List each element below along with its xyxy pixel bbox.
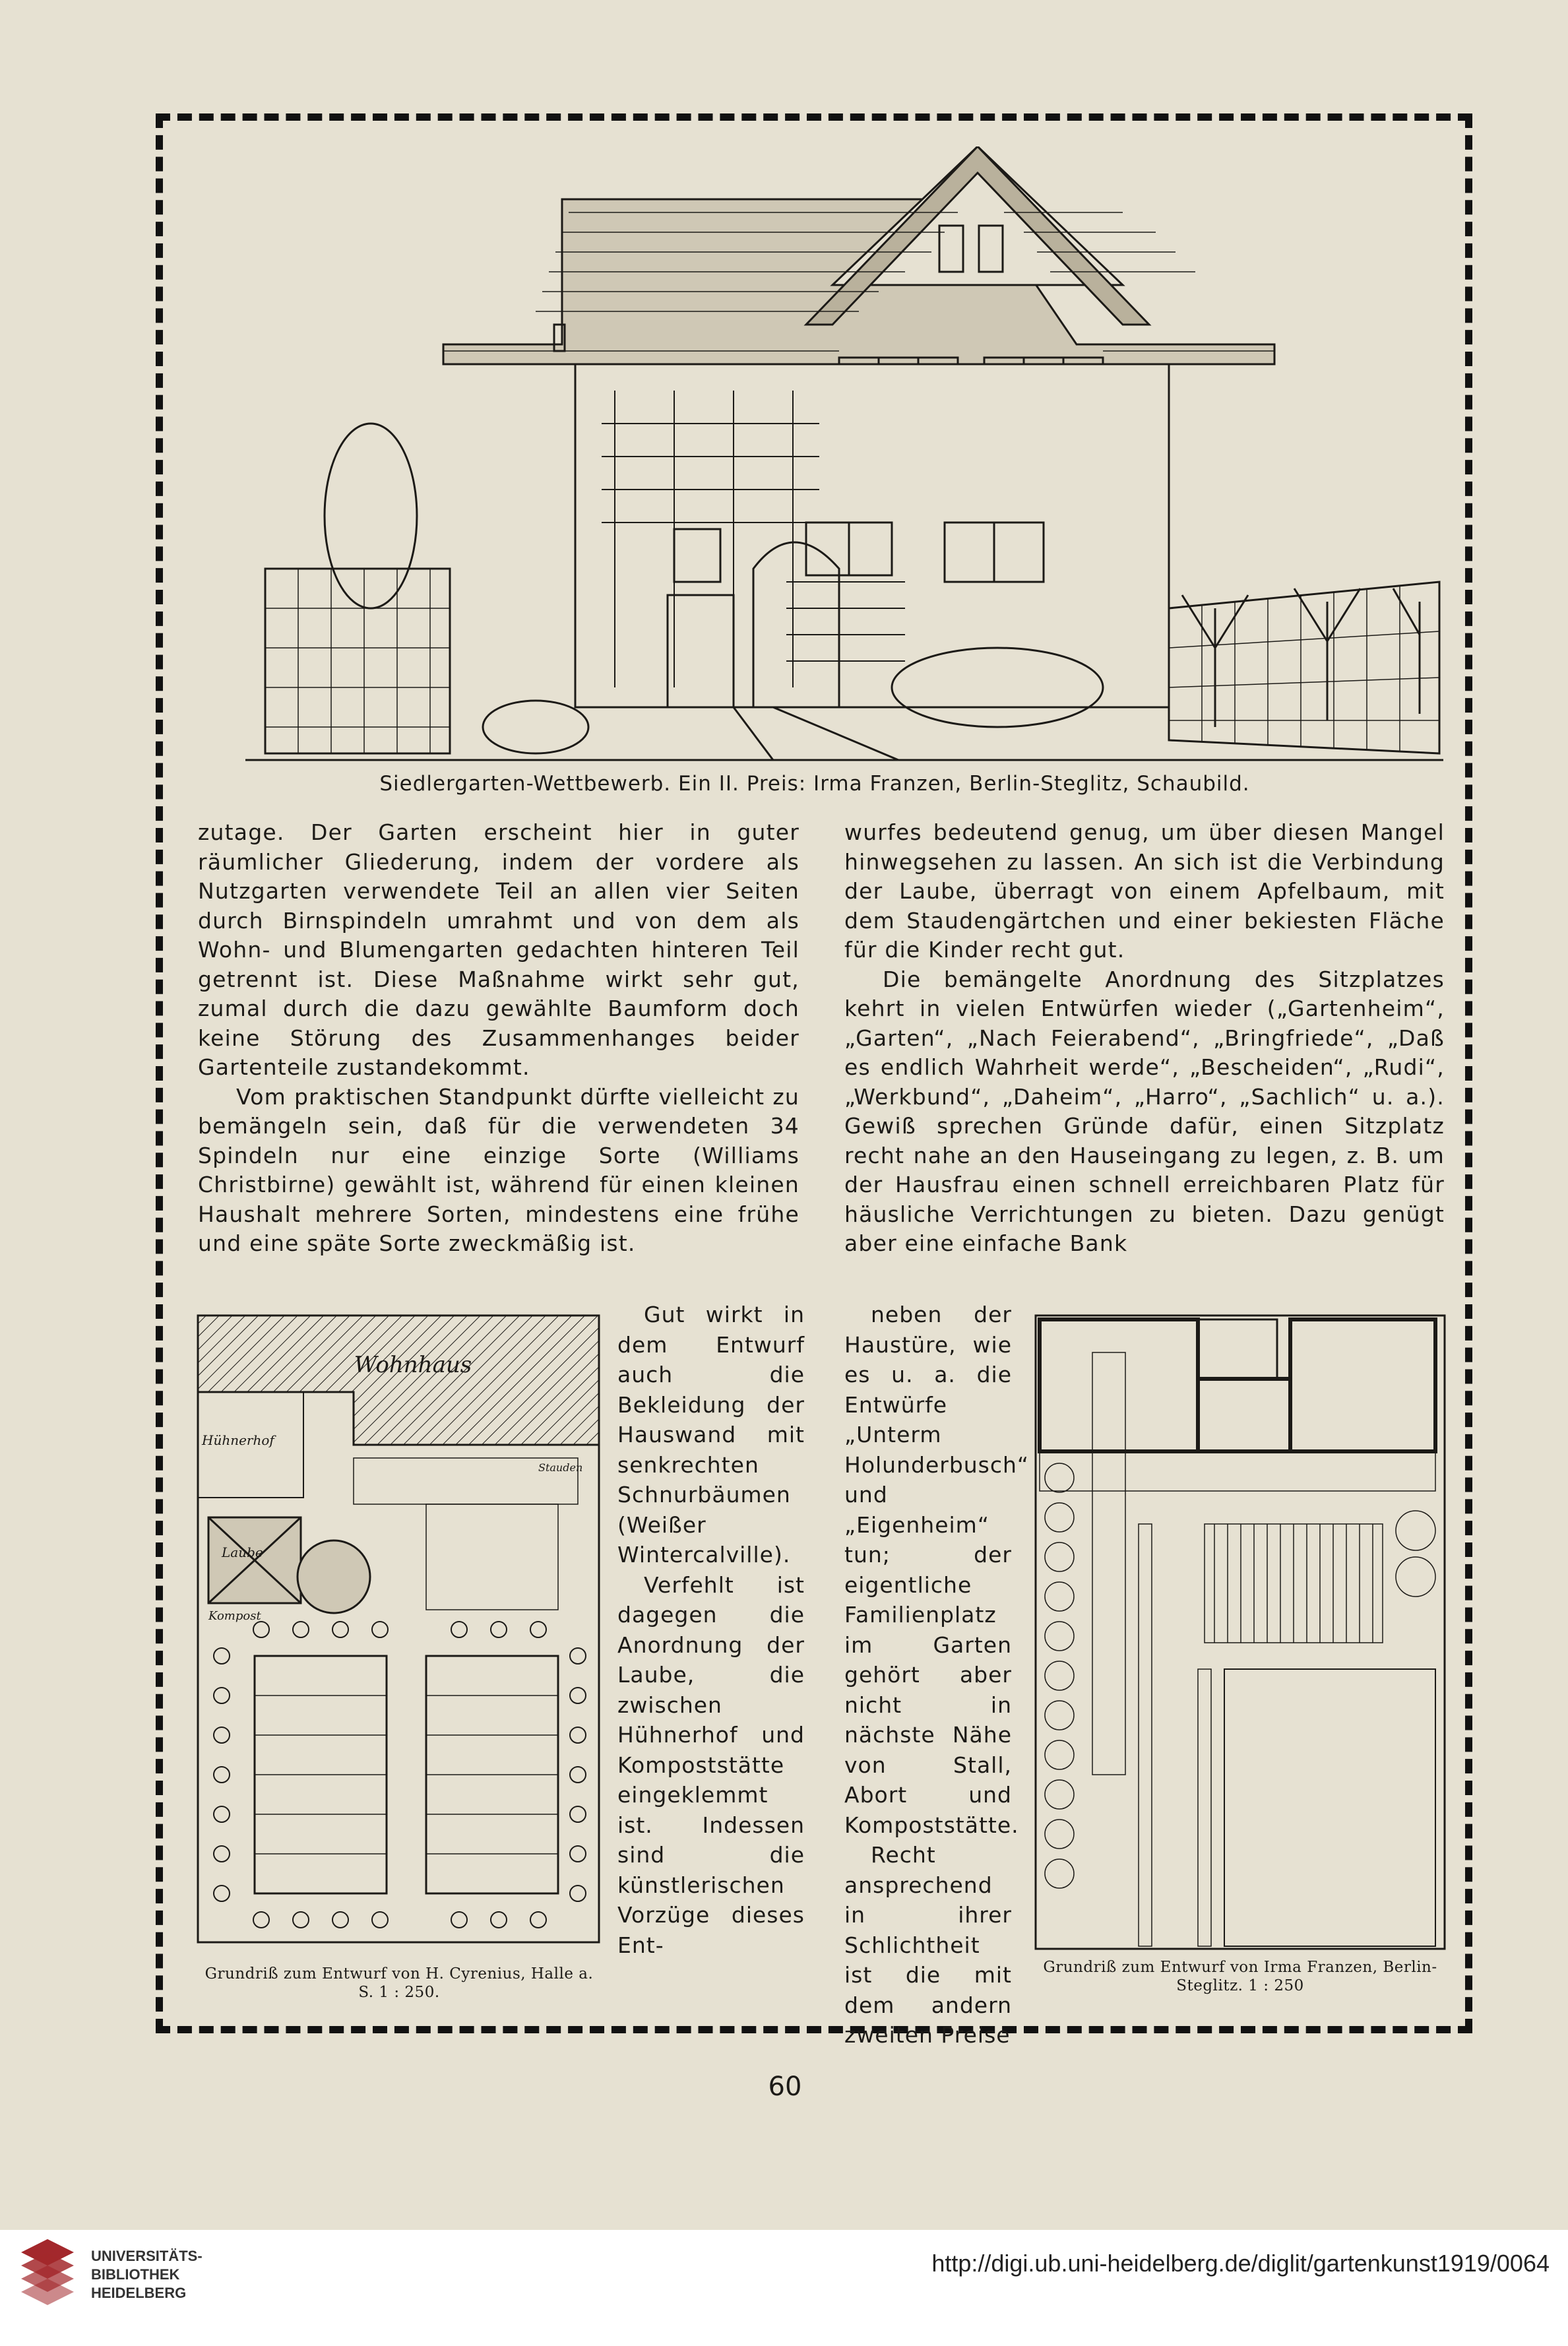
house-garden-illustration [245,146,1443,768]
arbor-label: Laube [222,1544,263,1560]
garden-plan-cyrenius [195,1313,602,1946]
narrow-text-middle [617,1300,805,1960]
library-name-line: BIBLIOTHEK [91,2266,180,2283]
illustration-caption: Siedlergarten-Wettbewerb. Ein II. Preis: Irma Franzen, Berlin-Steglitz, Schaubild. [379,772,1250,796]
left-column [198,818,800,1259]
page-number: 60 [768,2072,802,2102]
paragraph: Die bemängelte Anordnung des Sitzplatzes kehrt in vielen Entwürfen wieder („Gartenheim“, „Garten“, „Nach Feierabend“, „Bringfriede“, „Daß es endlich Wahrheit werde“, „Bescheiden“, „Rudi“, „Werkbund“, „Daheim“, „Harro“, „Sachlich“ u. a.). Gewiß sprechen Gründe dafür, einen Sitzplatz recht nahe an den Hauseingang zu legen, z. B. um der Hausfrau einen schnell erreichbaren Platz für häusliche Verrichtungen zu bieten. Dazu genügt aber eine einfache Bank [844,966,1445,1256]
source-url-link[interactable]: http://digi.ub.uni-heidelberg.de/diglit/gartenkunst1919/0064 [931,2250,1550,2277]
digitization-footer [0,2230,1568,2346]
narrow-text-right [844,1300,1030,2050]
paragraph: wurfes bedeutend genug, um über diesen Mangel hinwegsehen zu lassen. An sich ist die Verbindung der Laube, überragt von einem Apfelbaum, mit dem Staudengärtchen und einer bekiesten Fläche für die Kinder recht gut. [844,819,1445,963]
garden-plan-franzen [1033,1313,1449,1959]
university-library-logo-icon [15,2239,80,2316]
compost-label: Kompost [208,1609,261,1623]
paragraph: neben der Haustüre, wie es u. a. die Entwürfe „Unterm Holunderbusch“ und „Eigenheim“ tun; der eigentliche Familienplatz im Garten gehört aber nicht in nächste Nähe von Stall, Abort und Kompoststätte. [844,1302,1030,1838]
house-label: Wohnhaus [354,1352,472,1378]
library-name-line: UNIVERSITÄTS- [91,2248,203,2264]
right-column [844,818,1445,1259]
plan-caption-right: Grundriß zum Entwurf von Irma Franzen, Berlin-Steglitz. 1 : 250 [1043,1959,1437,1994]
perennials-label: Stauden [538,1461,583,1474]
library-name-line: HEIDELBERG [91,2285,187,2301]
paragraph: Recht ansprechend in ihrer Schlichtheit ist die mit dem andern zweiten Preise [844,1842,1012,2048]
paragraph: Gut wirkt in dem Entwurf auch die Bekleidung der Hauswand mit senkrechten Schnurbäumen (Weißer Wintercalville). [617,1302,805,1568]
library-name [91,2247,203,2302]
paragraph: Verfehlt ist dagegen die Anordnung der Laube, die zwischen Hühnerhof und Kompoststätte eingeklemmt ist. Indessen sind die künstlerischen Vorzüge dieses Ent- [617,1571,805,1958]
chicken-run-label: Hühnerhof [202,1432,274,1448]
plan-caption-left: Grundriß zum Entwurf von H. Cyrenius, Halle a. S. 1 : 250. [204,1965,594,2001]
paragraph: zutage. Der Garten erscheint hier in guter räumlicher Gliederung, indem der vordere als Nutzgarten verwendete Teil an allen vier Seiten durch Birnspindeln umrahmt und von dem als Wohn- und Blumengarten gedachten hinteren Teil getrennt ist. Diese Maßnahme wirkt sehr gut, zumal durch die dazu gewählte Baumform doch keine Störung des Zusammenhanges beider Gartenteile zustandekommt. [198,819,800,1080]
paragraph: Vom praktischen Standpunkt dürfte vielleicht zu bemängeln sein, daß für die verwendeten 34 Spindeln nur eine einzige Sorte (Williams Christbirne) gewählt ist, während für einen kleinen Haushalt mehrere Sorten, mindestens eine frühe und eine späte Sorte zweckmäßig ist. [198,1083,800,1256]
